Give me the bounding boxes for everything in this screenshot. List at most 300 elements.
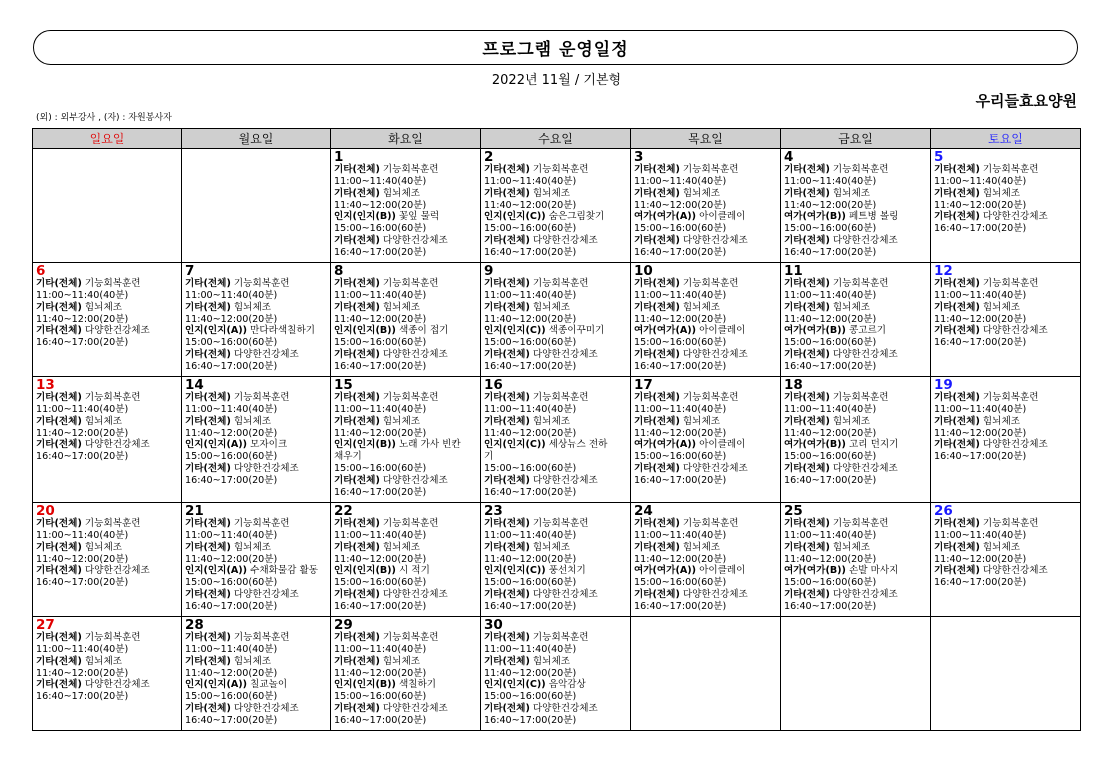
program-category: 여가(여가(B)) xyxy=(784,439,846,450)
program-category: 기타(전체) xyxy=(484,541,530,553)
calendar-table xyxy=(32,128,1081,731)
program-category: 기타(전체) xyxy=(784,348,830,360)
day-cell xyxy=(33,377,182,503)
program-category: 기타(전체) xyxy=(634,392,680,403)
program-name: 기능회복훈련 xyxy=(233,518,290,529)
page-subtitle: 2022년 11월 / 기본형 xyxy=(491,73,622,88)
program-category: 기타(전체) xyxy=(185,415,231,427)
day-cell xyxy=(33,149,182,263)
program-category: 기타(전체) xyxy=(36,278,82,289)
program-time: 16:40~17:00(20분) xyxy=(36,451,129,462)
program-name: 힘뇌체조 xyxy=(382,187,420,199)
program-time: 11:00~11:40(40분) xyxy=(784,404,877,415)
program-time: 16:40~17:00(20분) xyxy=(484,246,577,258)
day-number: 30 xyxy=(484,617,503,633)
program-name: 힘뇌체조 xyxy=(382,655,420,667)
program-time: 11:00~11:40(40분) xyxy=(334,530,427,541)
program-time: 16:40~17:00(20분) xyxy=(334,360,427,372)
program-name: 다양한건강체조 xyxy=(682,348,748,360)
program-name: 힘뇌체조 xyxy=(682,187,720,199)
program-name: 기능회복훈련 xyxy=(682,278,739,289)
program-entry xyxy=(484,565,630,577)
program-time: 11:00~11:40(40분) xyxy=(934,404,1027,415)
program-time: 11:00~11:40(40분) xyxy=(185,644,278,655)
day-number: 5 xyxy=(934,149,944,165)
day-cell xyxy=(781,149,931,263)
program-time: 15:00~16:00(60분) xyxy=(784,577,877,588)
day-number: 26 xyxy=(934,503,953,519)
program-time: 11:40~12:00(20분) xyxy=(334,553,427,565)
program-name: 기능회복훈련 xyxy=(382,392,439,403)
program-category: 기타(전체) xyxy=(934,392,980,403)
day-number: 15 xyxy=(334,377,353,393)
program-category: 기타(전체) xyxy=(784,164,830,175)
program-time: 15:00~16:00(60분) xyxy=(784,223,877,234)
program-category: 기타(전체) xyxy=(185,392,231,403)
week-row xyxy=(33,617,1081,731)
program-time: 11:00~11:40(40분) xyxy=(934,176,1027,187)
day-cell xyxy=(33,263,182,377)
program-time: 11:00~11:40(40분) xyxy=(36,290,129,301)
program-category: 기타(전체) xyxy=(484,474,530,486)
program-time: 11:40~12:00(20분) xyxy=(784,313,877,325)
program-name: 힘뇌체조 xyxy=(233,415,271,427)
program-name: 기능회복훈련 xyxy=(233,632,290,643)
program-entry xyxy=(334,349,480,361)
program-name: 힘뇌체조 xyxy=(832,301,870,313)
organization-name: 우리들효요양원 xyxy=(975,92,1077,110)
program-entry xyxy=(36,565,181,577)
program-name: 세상뉴스 전하 xyxy=(548,439,608,450)
program-category: 기타(전체) xyxy=(334,702,380,714)
program-time: 11:00~11:40(40분) xyxy=(334,290,427,301)
program-time: 15:00~16:00(60분) xyxy=(334,223,427,234)
page-title: 프로그램 운영일정 xyxy=(482,40,629,60)
program-name: 다양한건강체조 xyxy=(982,565,1048,576)
program-category: 기타(전체) xyxy=(784,415,830,427)
program-time: 16:40~17:00(20분) xyxy=(484,714,577,726)
program-time: 15:00~16:00(60분) xyxy=(634,577,727,588)
program-entry xyxy=(36,302,181,314)
program-category: 기타(전체) xyxy=(334,348,380,360)
program-name: 음악감상 xyxy=(548,679,586,690)
program-category: 기타(전체) xyxy=(634,541,680,553)
program-name: 힘뇌체조 xyxy=(233,301,271,313)
program-time: 11:40~12:00(20분) xyxy=(934,313,1027,325)
program-category: 기타(전체) xyxy=(634,187,680,199)
program-category: 여가(여가(A)) xyxy=(634,439,697,450)
program-entry xyxy=(634,542,780,554)
program-entry xyxy=(634,416,780,428)
program-category: 여가(여가(B)) xyxy=(784,211,846,222)
program-category: 기타(전체) xyxy=(484,632,530,643)
program-name: 기능회복훈련 xyxy=(832,518,889,529)
program-entry xyxy=(185,656,330,668)
program-name: 힘뇌체조 xyxy=(832,415,870,427)
program-name: 힘뇌체조 xyxy=(84,415,122,427)
program-name: 아이클레이 xyxy=(699,211,746,222)
program-entry xyxy=(934,392,1080,404)
day-cell xyxy=(182,377,331,503)
program-category: 기타(전체) xyxy=(334,655,380,667)
program-category: 기타(전체) xyxy=(784,187,830,199)
program-time: 16:40~17:00(20분) xyxy=(185,600,278,612)
program-entry xyxy=(484,392,630,404)
program-entry xyxy=(185,542,330,554)
program-name: 시 적기 xyxy=(398,565,430,576)
program-category: 여가(여가(A)) xyxy=(634,565,697,576)
program-category: 기타(전체) xyxy=(36,415,82,427)
program-category: 기타(전체) xyxy=(634,348,680,360)
program-time: 11:40~12:00(20분) xyxy=(634,427,727,439)
week-row xyxy=(33,263,1081,377)
program-time: 15:00~16:00(60분) xyxy=(634,223,727,234)
program-category: 기타(전체) xyxy=(185,655,231,667)
day-cell xyxy=(182,503,331,617)
program-category: 기타(전체) xyxy=(784,234,830,246)
program-category: 인지(인지(A)) xyxy=(185,325,248,336)
day-number: 6 xyxy=(36,263,46,279)
program-entry xyxy=(634,589,780,601)
day-number: 11 xyxy=(784,263,803,279)
program-time: 11:40~12:00(20분) xyxy=(36,553,129,565)
program-category: 기타(전체) xyxy=(334,474,380,486)
program-category: 인지(인지(B)) xyxy=(334,679,396,690)
program-category: 기타(전체) xyxy=(634,415,680,427)
program-entry xyxy=(334,325,480,337)
program-time: 11:00~11:40(40분) xyxy=(634,290,727,301)
program-time: 11:40~12:00(20분) xyxy=(784,427,877,439)
day-number: 17 xyxy=(634,377,653,393)
program-name: 기능회복훈련 xyxy=(532,392,589,403)
program-category: 기타(전체) xyxy=(784,588,830,600)
program-name: 다양한건강체조 xyxy=(532,474,598,486)
program-entry xyxy=(36,542,181,554)
program-entry xyxy=(634,211,780,223)
program-time: 16:40~17:00(20분) xyxy=(334,246,427,258)
program-category: 기타(전체) xyxy=(634,164,680,175)
program-category: 기타(전체) xyxy=(934,415,980,427)
program-category: 기타(전체) xyxy=(484,278,530,289)
program-time: 16:40~17:00(20분) xyxy=(334,486,427,498)
day-number: 25 xyxy=(784,503,803,519)
program-entry xyxy=(334,416,480,428)
program-category: 기타(전체) xyxy=(334,518,380,529)
program-time: 15:00~16:00(60분) xyxy=(334,577,427,588)
program-entry xyxy=(334,211,480,223)
day-cell xyxy=(631,377,781,503)
program-name: 다양한건강체조 xyxy=(682,588,748,600)
program-entry xyxy=(36,656,181,668)
program-name: 힘뇌체조 xyxy=(982,541,1020,553)
program-category: 기타(전체) xyxy=(484,702,530,714)
week-row xyxy=(33,149,1081,263)
day-number: 19 xyxy=(934,377,953,393)
program-time: 15:00~16:00(60분) xyxy=(185,451,278,462)
day-cell xyxy=(781,503,931,617)
program-time: 15:00~16:00(60분) xyxy=(334,463,427,474)
program-time: 16:40~17:00(20분) xyxy=(634,360,727,372)
program-entry xyxy=(934,278,1080,290)
program-time: 11:40~12:00(20분) xyxy=(334,313,427,325)
program-name: 다양한건강체조 xyxy=(84,565,150,576)
day-cell xyxy=(931,617,1081,731)
program-name: 힘뇌체조 xyxy=(382,415,420,427)
program-entry xyxy=(784,211,930,223)
program-time: 11:40~12:00(20분) xyxy=(185,553,278,565)
program-time: 15:00~16:00(60분) xyxy=(634,451,727,462)
program-category: 기타(전체) xyxy=(484,301,530,313)
program-name: 기능회복훈련 xyxy=(532,164,589,175)
program-time: 11:00~11:40(40분) xyxy=(334,644,427,655)
program-time: 15:00~16:00(60분) xyxy=(484,223,577,234)
program-entry xyxy=(185,392,330,404)
program-time: 15:00~16:00(60분) xyxy=(784,451,877,462)
program-entry xyxy=(784,439,930,451)
program-time: 16:40~17:00(20분) xyxy=(784,360,877,372)
program-name: 풍선치기 xyxy=(548,565,586,576)
program-name: 힘뇌체조 xyxy=(682,301,720,313)
day-cell xyxy=(182,149,331,263)
program-time: 11:00~11:40(40분) xyxy=(484,176,577,187)
day-cell xyxy=(182,617,331,731)
program-time: 11:00~11:40(40분) xyxy=(36,404,129,415)
program-time: 15:00~16:00(60분) xyxy=(634,337,727,348)
program-name: 다양한건강체조 xyxy=(382,702,448,714)
program-name: 기능회복훈련 xyxy=(532,278,589,289)
program-entry xyxy=(484,164,630,176)
program-name: 아이클레이 xyxy=(699,439,746,450)
program-category: 기타(전체) xyxy=(36,565,82,576)
program-entry xyxy=(934,164,1080,176)
program-category: 기타(전체) xyxy=(484,518,530,529)
day-number: 13 xyxy=(36,377,55,393)
program-time: 11:40~12:00(20분) xyxy=(484,199,577,211)
program-name: 숨은그림찾기 xyxy=(548,211,605,222)
program-entry xyxy=(934,565,1080,577)
program-name: 힘뇌체조 xyxy=(532,541,570,553)
program-name: 기능회복훈련 xyxy=(532,518,589,529)
day-number: 12 xyxy=(934,263,953,279)
day-number: 20 xyxy=(36,503,55,519)
program-category: 기타(전체) xyxy=(784,301,830,313)
weekday-header: 목요일 xyxy=(631,129,781,149)
program-time: 11:40~12:00(20분) xyxy=(484,667,577,679)
program-category: 기타(전체) xyxy=(334,541,380,553)
program-time: 11:40~12:00(20분) xyxy=(36,667,129,679)
program-name: 다양한건강체조 xyxy=(382,234,448,246)
program-name: 기능회복훈련 xyxy=(832,278,889,289)
day-cell xyxy=(481,617,631,731)
program-category: 기타(전체) xyxy=(934,565,980,576)
program-entry xyxy=(334,439,480,451)
day-number: 3 xyxy=(634,149,644,165)
program-entry xyxy=(36,278,181,290)
program-name: 다양한건강체조 xyxy=(982,325,1048,336)
program-time: 15:00~16:00(60분) xyxy=(484,691,577,702)
day-cell xyxy=(931,377,1081,503)
program-entry xyxy=(36,325,181,337)
program-time: 15:00~16:00(60분) xyxy=(484,577,577,588)
program-time: 11:40~12:00(20분) xyxy=(334,199,427,211)
program-time: 11:40~12:00(20분) xyxy=(334,667,427,679)
program-time: 16:40~17:00(20분) xyxy=(334,600,427,612)
program-time: 15:00~16:00(60분) xyxy=(185,337,278,348)
program-entry xyxy=(334,164,480,176)
program-entry xyxy=(334,302,480,314)
program-category: 기타(전체) xyxy=(934,211,980,222)
program-category: 인지(인지(C)) xyxy=(484,565,546,576)
program-time: 16:40~17:00(20분) xyxy=(784,474,877,486)
program-name: 힘뇌체조 xyxy=(982,301,1020,313)
program-time: 11:00~11:40(40분) xyxy=(36,644,129,655)
program-time: 16:40~17:00(20분) xyxy=(784,600,877,612)
program-name: 힘뇌체조 xyxy=(832,541,870,553)
program-entry xyxy=(484,703,630,715)
program-name: 다양한건강체조 xyxy=(682,462,748,474)
program-name: 다양한건강체조 xyxy=(982,211,1048,222)
program-time: 11:40~12:00(20분) xyxy=(185,667,278,679)
program-time: 16:40~17:00(20분) xyxy=(484,486,577,498)
program-time: 11:00~11:40(40분) xyxy=(484,404,577,415)
program-entry xyxy=(634,349,780,361)
program-entry xyxy=(634,188,780,200)
program-category: 기타(전체) xyxy=(334,234,380,246)
program-name: 힘뇌체조 xyxy=(233,655,271,667)
day-number: 21 xyxy=(185,503,204,519)
program-entry xyxy=(484,302,630,314)
program-name: 다양한건강체조 xyxy=(84,439,150,450)
weekday-header: 토요일 xyxy=(931,129,1081,149)
program-time: 16:40~17:00(20분) xyxy=(334,714,427,726)
program-name: 기능회복훈련 xyxy=(84,392,141,403)
program-category: 기타(전체) xyxy=(484,392,530,403)
program-entry xyxy=(36,632,181,644)
program-entry xyxy=(784,463,930,475)
program-category: 기타(전체) xyxy=(185,632,231,643)
program-entry xyxy=(784,565,930,577)
program-entry xyxy=(484,475,630,487)
program-entry xyxy=(185,632,330,644)
program-name: 다양한건강체조 xyxy=(382,474,448,486)
program-entry xyxy=(185,463,330,475)
program-time: 16:40~17:00(20분) xyxy=(36,577,129,588)
program-name: 기능회복훈련 xyxy=(233,392,290,403)
program-name: 아이클레이 xyxy=(699,565,746,576)
day-cell xyxy=(931,149,1081,263)
program-time: 11:40~12:00(20분) xyxy=(185,427,278,439)
day-cell xyxy=(331,149,481,263)
program-name: 다양한건강체조 xyxy=(832,588,898,600)
program-entry xyxy=(36,392,181,404)
program-entry xyxy=(784,542,930,554)
program-category: 기타(전체) xyxy=(484,588,530,600)
program-time: 11:40~12:00(20분) xyxy=(185,313,278,325)
program-time: 11:40~12:00(20분) xyxy=(634,313,727,325)
program-category: 기타(전체) xyxy=(185,278,231,289)
program-entry xyxy=(334,475,480,487)
program-entry xyxy=(934,302,1080,314)
day-number: 24 xyxy=(634,503,653,519)
program-category: 인지(인지(C)) xyxy=(484,211,546,222)
program-name: 힘뇌체조 xyxy=(682,541,720,553)
program-category: 기타(전체) xyxy=(784,518,830,529)
program-name: 기능회복훈련 xyxy=(982,164,1039,175)
program-category: 기타(전체) xyxy=(634,301,680,313)
program-category: 기타(전체) xyxy=(36,541,82,553)
program-category: 기타(전체) xyxy=(185,518,231,529)
program-category: 기타(전체) xyxy=(185,301,231,313)
program-time: 11:40~12:00(20분) xyxy=(934,427,1027,439)
program-category: 기타(전체) xyxy=(185,702,231,714)
program-entry xyxy=(634,392,780,404)
program-name: 다양한건강체조 xyxy=(532,234,598,246)
program-category: 기타(전체) xyxy=(634,588,680,600)
program-time: 11:40~12:00(20분) xyxy=(784,553,877,565)
day-cell xyxy=(481,149,631,263)
program-entry xyxy=(634,463,780,475)
program-category: 인지(인지(A)) xyxy=(185,679,248,690)
program-name: 기능회복훈련 xyxy=(982,392,1039,403)
program-category: 기타(전체) xyxy=(484,234,530,246)
program-category: 기타(전체) xyxy=(934,439,980,450)
program-category: 인지(인지(C)) xyxy=(484,439,546,450)
program-time: 11:40~12:00(20분) xyxy=(36,427,129,439)
program-entry xyxy=(484,632,630,644)
program-name: 힘뇌체조 xyxy=(532,415,570,427)
program-time: 11:00~11:40(40분) xyxy=(185,290,278,301)
program-category: 인지(인지(B)) xyxy=(334,325,396,336)
program-time: 11:00~11:40(40분) xyxy=(934,290,1027,301)
program-entry xyxy=(934,439,1080,451)
program-entry xyxy=(334,392,480,404)
program-category: 기타(전체) xyxy=(185,348,231,360)
program-time: 11:40~12:00(20분) xyxy=(634,199,727,211)
program-entry xyxy=(36,679,181,691)
program-category: 기타(전체) xyxy=(784,278,830,289)
program-time: 11:00~11:40(40분) xyxy=(784,176,877,187)
program-name: 기능회복훈련 xyxy=(682,164,739,175)
program-category: 기타(전체) xyxy=(334,415,380,427)
program-entry xyxy=(185,589,330,601)
program-time: 16:40~17:00(20분) xyxy=(934,451,1027,462)
day-cell xyxy=(481,503,631,617)
program-name: 다양한건강체조 xyxy=(832,348,898,360)
program-name: 기능회복훈련 xyxy=(382,518,439,529)
program-time: 16:40~17:00(20분) xyxy=(634,246,727,258)
program-name: 기능회복훈련 xyxy=(682,518,739,529)
program-category: 기타(전체) xyxy=(36,632,82,643)
day-cell xyxy=(781,377,931,503)
program-name: 꽃잎 물럭 xyxy=(398,211,440,222)
program-category: 기타(전체) xyxy=(185,588,231,600)
program-time: 11:40~12:00(20분) xyxy=(484,313,577,325)
program-name: 고리 던지기 xyxy=(848,439,899,450)
program-entry xyxy=(185,278,330,290)
program-name: 다양한건강체조 xyxy=(832,234,898,246)
day-number: 27 xyxy=(36,617,55,633)
program-category: 기타(전체) xyxy=(634,518,680,529)
program-name-continued: 채우기 xyxy=(334,451,362,462)
program-name: 기능회복훈련 xyxy=(982,518,1039,529)
week-row xyxy=(33,377,1081,503)
program-name: 색종이꾸미기 xyxy=(548,325,605,336)
program-time: 11:00~11:40(40분) xyxy=(484,530,577,541)
program-time: 11:00~11:40(40분) xyxy=(784,290,877,301)
day-number: 2 xyxy=(484,149,494,165)
program-entry xyxy=(334,632,480,644)
program-entry xyxy=(784,188,930,200)
